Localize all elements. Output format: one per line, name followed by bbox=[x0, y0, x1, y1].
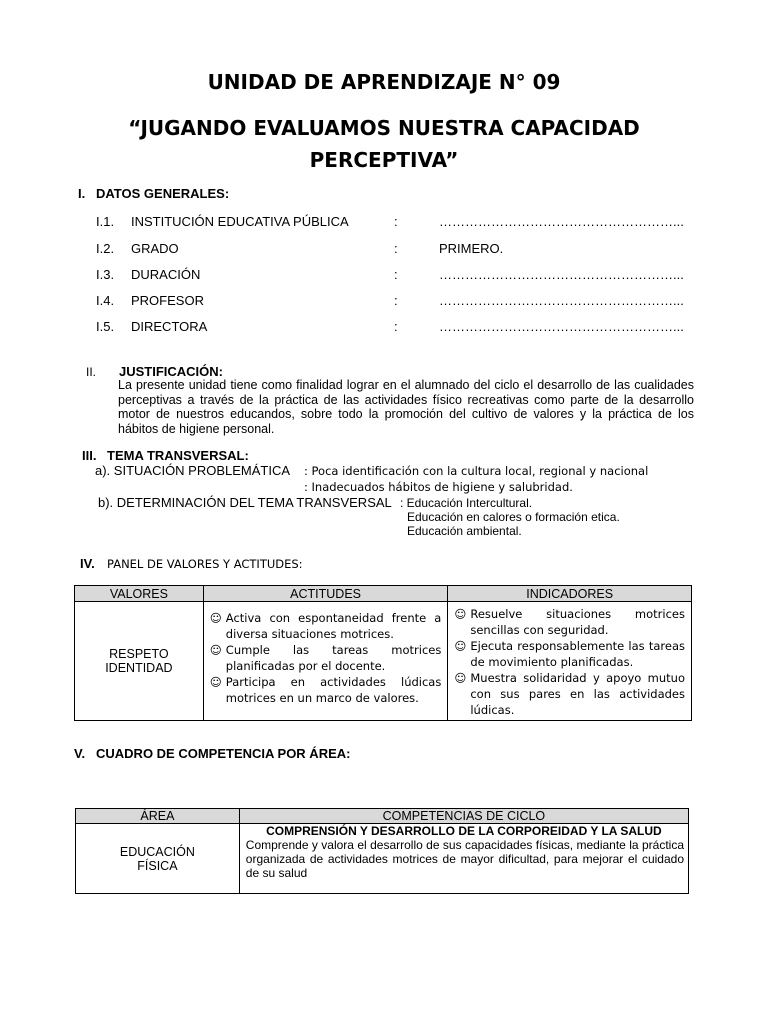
datos-row bbox=[96, 293, 696, 309]
section-4-heading: PANEL DE VALORES Y ACTITUDES: bbox=[107, 557, 303, 571]
datos-row-label: DURACIÓN bbox=[131, 267, 201, 282]
datos-row-label: DIRECTORA bbox=[131, 319, 208, 334]
list-item: ☺ Cumple las tareas motrices planificadas por el docente. bbox=[209, 643, 442, 673]
table-row bbox=[76, 824, 689, 894]
datos-row-number: I.5. bbox=[96, 319, 115, 334]
smiley-icon: ☺ bbox=[454, 607, 467, 621]
datos-row-value: ………………………………………………... bbox=[439, 214, 684, 229]
valores-table-header bbox=[75, 586, 692, 602]
datos-row-colon: : bbox=[394, 293, 398, 308]
determinacion-value-1: : Educación Intercultural. bbox=[400, 496, 533, 510]
datos-row bbox=[96, 267, 696, 283]
datos-row-colon: : bbox=[394, 267, 398, 282]
determinacion-label: b). DETERMINACIÓN DEL TEMA TRANSVERSAL bbox=[98, 495, 392, 510]
datos-row-number: I.2. bbox=[96, 241, 115, 256]
competencia-cell bbox=[239, 824, 688, 894]
determinacion-value-3: Educación ambiental. bbox=[407, 524, 522, 538]
situacion-label: a). SITUACIÓN PROBLEMÁTICA bbox=[95, 463, 291, 478]
list-item: ☺ Muestra solidaridad y apoyo mutuo con sus pares en las actividades lúdicas. bbox=[454, 671, 685, 717]
unit-title: UNIDAD DE APRENDIZAJE N° 09 bbox=[207, 70, 561, 94]
list-item: ☺ Participa en actividades lúdicas motrices en un marco de valores. bbox=[209, 675, 442, 705]
datos-row-value: ………………………………………………... bbox=[439, 293, 684, 308]
list-item: ☺ Resuelve situaciones motrices sencillas con seguridad. bbox=[454, 607, 685, 637]
datos-row-label: INSTITUCIÓN EDUCATIVA PÚBLICA bbox=[131, 214, 349, 229]
datos-row bbox=[96, 319, 696, 335]
datos-row-colon: : bbox=[394, 319, 398, 334]
datos-row-number: I.3. bbox=[96, 267, 115, 282]
datos-row-value: PRIMERO. bbox=[439, 241, 504, 256]
section-5-heading: CUADRO DE COMPETENCIA POR ÁREA: bbox=[96, 746, 351, 761]
column-header: ÁREA bbox=[76, 809, 240, 824]
datos-row bbox=[96, 241, 696, 257]
justificacion-text: La presente unidad tiene como finalidad lograr en el alumnado del ciclo el desarrollo de las cualidades perceptivas a través de la práctica de las actividades físico recreativas como parte de la desarrollo motor de nuestros educandos, sobre todo la promoción del cultivo de valores y la práctica de los hábitos de higiene personal. bbox=[118, 378, 694, 436]
datos-row-label: PROFESOR bbox=[131, 293, 204, 308]
table-row bbox=[75, 602, 692, 721]
competencia-table bbox=[75, 808, 689, 894]
column-header: ACTITUDES bbox=[203, 586, 448, 602]
valor-respeto: RESPETO bbox=[109, 647, 169, 661]
competencia-text: Comprende y valora el desarrollo de sus capacidades físicas, mediante la práctica organizada de actividades motrices de mayor dificultad, para mejorar el cuidado de su salud bbox=[245, 838, 684, 880]
smiley-icon: ☺ bbox=[209, 675, 222, 689]
list-item: ☺ Activa con espontaneidad frente a diversa situaciones motrices. bbox=[209, 611, 442, 641]
unit-subtitle-line2: PERCEPTIVA” bbox=[309, 148, 459, 172]
area-cell bbox=[76, 824, 240, 894]
datos-row-value: ………………………………………………... bbox=[439, 319, 684, 334]
list-item: ☺ Ejecuta responsablemente las tareas de movimiento planificadas. bbox=[454, 639, 685, 669]
valor-identidad: IDENTIDAD bbox=[105, 661, 173, 675]
column-header: COMPETENCIAS DE CICLO bbox=[239, 809, 688, 824]
indicadores-cell bbox=[448, 602, 692, 721]
datos-row-colon: : bbox=[394, 241, 398, 256]
datos-row-number: I.4. bbox=[96, 293, 115, 308]
section-2-number: II. bbox=[86, 365, 97, 379]
datos-row-number: I.1. bbox=[96, 214, 115, 229]
datos-row bbox=[96, 214, 696, 230]
column-header: INDICADORES bbox=[448, 586, 692, 602]
section-3-number: III. bbox=[82, 448, 97, 463]
datos-row-label: GRADO bbox=[131, 241, 179, 256]
situacion-value-1: : Poca identificación con la cultura local, regional y nacional bbox=[304, 464, 649, 478]
section-4-number: IV. bbox=[80, 556, 95, 571]
area-line-1: EDUCACIÓN bbox=[119, 844, 195, 859]
smiley-icon: ☺ bbox=[209, 611, 222, 625]
situacion-value-2: : Inadecuados hábitos de higiene y salubridad. bbox=[304, 480, 573, 494]
unit-subtitle-line1: “JUGANDO EVALUAMOS NUESTRA CAPACIDAD bbox=[128, 116, 640, 140]
section-1-number: I. bbox=[78, 186, 86, 201]
section-5-number: V. bbox=[74, 746, 86, 761]
valores-cell bbox=[75, 602, 204, 721]
datos-row-colon: : bbox=[394, 214, 398, 229]
competencia-table-header bbox=[76, 809, 689, 824]
determinacion-value-2: Educación en calores o formación etica. bbox=[407, 510, 620, 524]
smiley-icon: ☺ bbox=[454, 639, 467, 653]
datos-row-value: ………………………………………………... bbox=[439, 267, 684, 282]
section-2-heading: JUSTIFICACIÓN: bbox=[119, 364, 223, 379]
area-line-2: FÍSICA bbox=[137, 858, 178, 873]
smiley-icon: ☺ bbox=[209, 643, 222, 657]
section-1-heading: DATOS GENERALES: bbox=[96, 186, 230, 201]
column-header: VALORES bbox=[75, 586, 204, 602]
valores-table bbox=[74, 585, 692, 721]
section-3-heading: TEMA TRANSVERSAL: bbox=[107, 448, 249, 463]
smiley-icon: ☺ bbox=[454, 671, 467, 685]
competencia-title: COMPRENSIÓN Y DESARROLLO DE LA CORPOREIDAD Y LA SALUD bbox=[266, 824, 662, 838]
actitudes-cell bbox=[203, 602, 448, 721]
